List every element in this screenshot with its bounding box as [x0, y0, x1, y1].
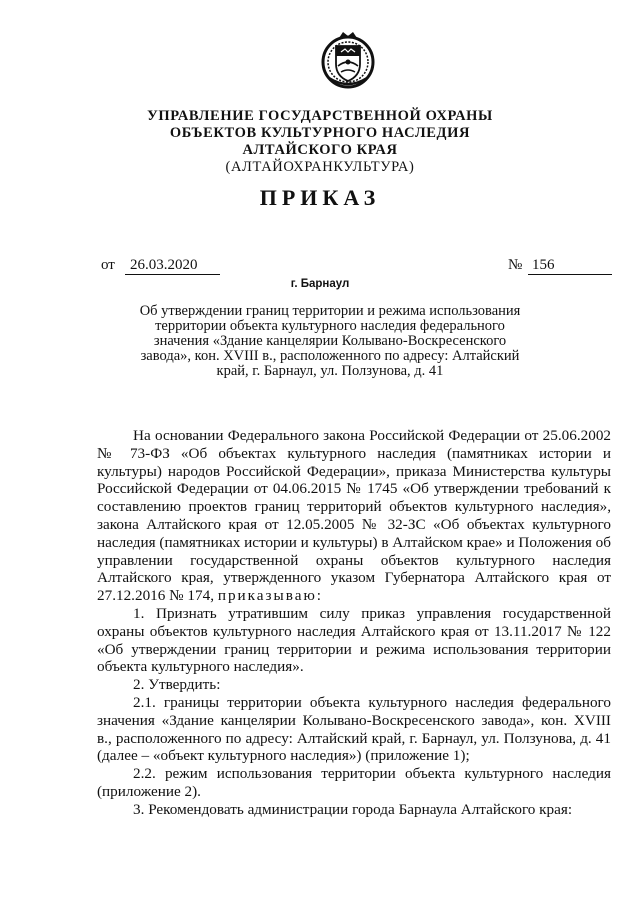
item-2-2-paragraph: 2.2. режим использования территории объекта культурного наследия (приложение 2). [97, 765, 611, 800]
item-2-paragraph: 2. Утвердить: [133, 676, 221, 694]
org-name-line-1: УПРАВЛЕНИЕ ГОСУДАРСТВЕННОЙ ОХРАНЫ [147, 108, 493, 124]
document-number: 156 [528, 257, 612, 275]
item-1-paragraph: 1. Признать утратившим силу приказ управления государственной охраны объектов культурного наследия Алтайского края от 13.11.2017 № 122 «Об утверждении границ территории и режима использования территории объекта культурного наследия». [97, 604, 611, 676]
document-body [97, 427, 611, 819]
preamble-paragraph [97, 427, 611, 605]
document-city: г. Барнаул [290, 278, 350, 290]
document-date: 26.03.2020 [125, 257, 220, 275]
org-name-line-3: АЛТАЙСКОГО КРАЯ [242, 142, 398, 158]
org-name-line-2: ОБЪЕКТОВ КУЛЬТУРНОГО НАСЛЕДИЯ [169, 125, 471, 141]
preamble-text: На основании Федерального закона Российской Федерации от 25.06.2002 № 73-ФЗ «Об объектах культурного наследия (памятниках истории и культуры) народов Российской Федерации», приказа Министерства культуры Российской Федерации от 04.06.2015 № 1745 «Об утверждении требований к составлению проектов границ территорий объектов культурного наследия», закона Алтайского края от 12.05.2005 № 32-ЗС «Об объектах культурного наследия (памятниках истории и культуры) в Алтайском крае» и Положения об управлении государственной охраны объектов культурного наследия Алтайского края, утвержденного указом Губернатора Алтайского края от 27.12.2016 № 174, [97, 427, 611, 605]
number-prefix: № [508, 257, 523, 273]
date-prefix: от [101, 257, 115, 273]
altai-krai-coat-of-arms-icon [317, 28, 379, 90]
item-2-1-paragraph: 2.1. границы территории объекта культурного наследия федерального значения «Здание канцелярии Колывано-Воскресенского завода», кон. XVIII в., расположенного по адресу: Алтайский край, г. Барнаул, ул. Ползунова, д. 41 (далее – «объект культурного наследия») (приложение 1); [97, 693, 611, 765]
org-short-name: (АЛТАЙОХРАНКУЛЬТУРА) [225, 159, 415, 175]
item-3-paragraph: 3. Рекомендовать администрации города Барнаула Алтайского края: [133, 800, 573, 818]
document-title: ПРИКАЗ [259, 185, 381, 210]
document-subject: Об утверждении границ территории и режима использования территории объекта культурного наследия федерального значения «Здание канцелярии Колывано-Воскресенского завода», кон. XVIII в., расположенного по адресу: Алтайский край, г. Барнаул, ул. Ползунова, д. 41 [139, 303, 521, 379]
order-word: приказываю: [217, 587, 324, 605]
